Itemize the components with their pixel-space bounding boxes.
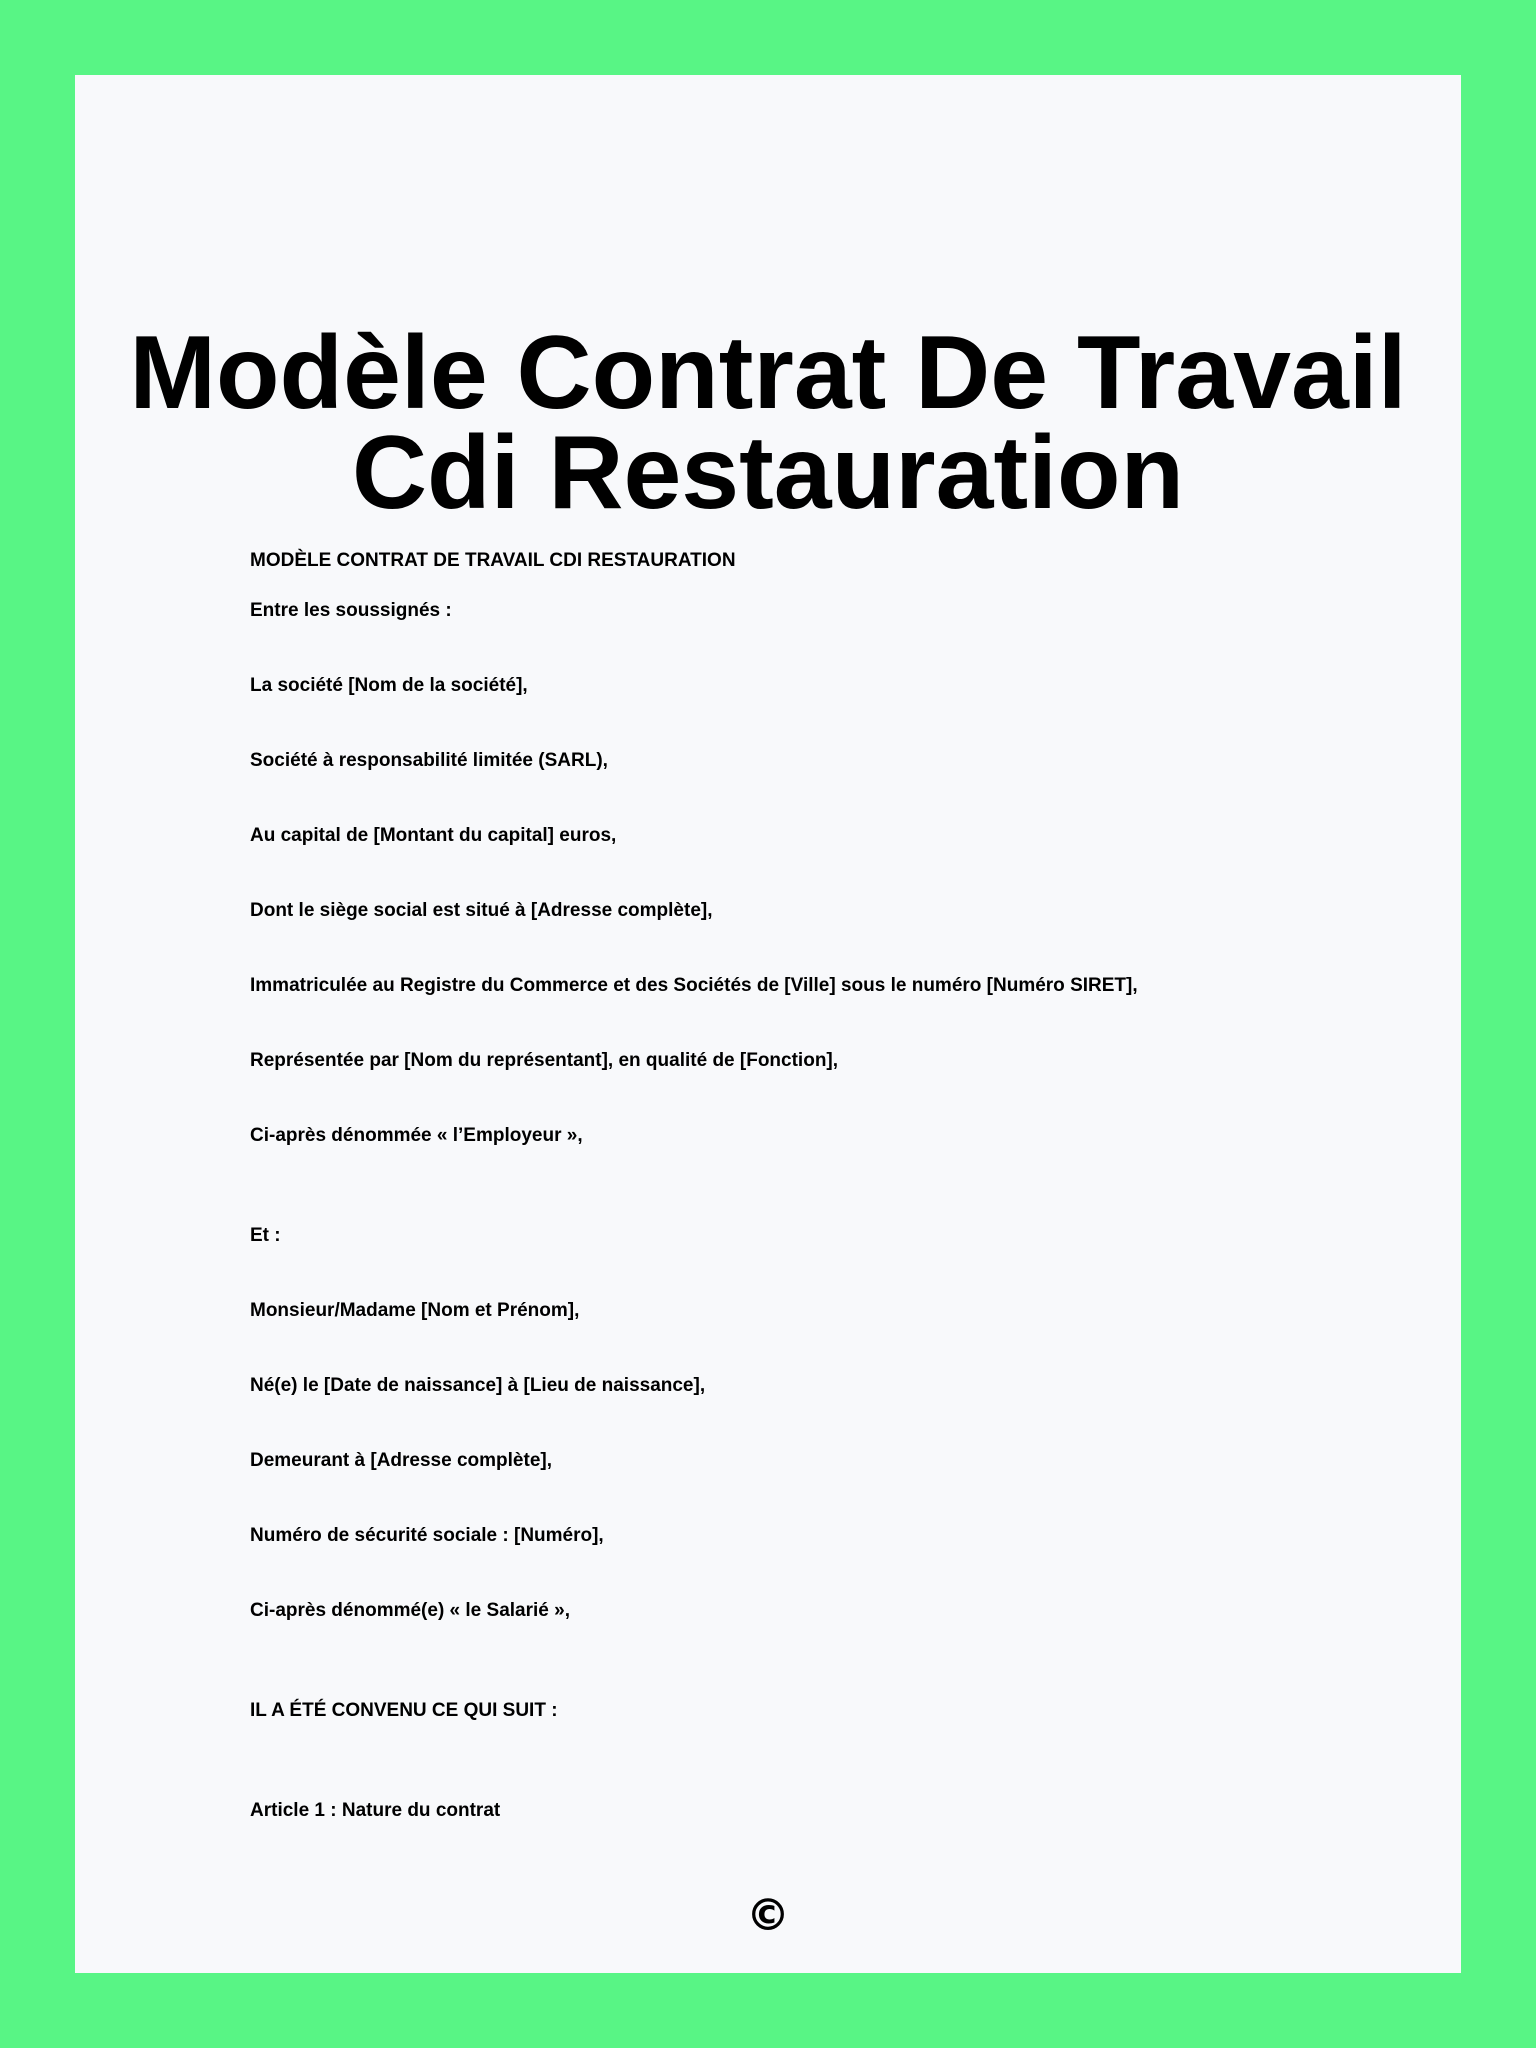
company-registration-line: Immatriculée au Registre du Commerce et des Sociétés de [Ville] sous le numéro [Numéro SIRET], (250, 975, 1138, 996)
company-name-line: La société [Nom de la société], (250, 675, 528, 696)
employee-designation-line: Ci-après dénommé(e) « le Salarié », (250, 1600, 570, 1621)
parties-intro: Entre les soussignés : (250, 600, 452, 621)
company-representative-line: Représentée par [Nom du représentant], en qualité de [Fonction], (250, 1050, 839, 1071)
employer-designation-line: Ci-après dénommée « l’Employeur », (250, 1125, 583, 1146)
employee-address-line: Demeurant à [Adresse complète], (250, 1450, 552, 1471)
document-title (75, 315, 1461, 531)
article-1-heading: Article 1 : Nature du contrat (250, 1800, 501, 1821)
employee-birth-line: Né(e) le [Date de naissance] à [Lieu de naissance], (250, 1375, 706, 1396)
company-capital-line: Au capital de [Montant du capital] euros, (250, 825, 617, 846)
document-page (75, 75, 1461, 1973)
agreement-heading: IL A ÉTÉ CONVENU CE QUI SUIT : (250, 1700, 558, 1721)
company-type-line: Société à responsabilité limitée (SARL), (250, 750, 608, 771)
and-separator: Et : (250, 1225, 281, 1246)
contract-heading: MODÈLE CONTRAT DE TRAVAIL CDI RESTAURATION (250, 550, 736, 571)
employee-name-line: Monsieur/Madame [Nom et Prénom], (250, 1300, 580, 1321)
company-address-line: Dont le siège social est situé à [Adresse complète], (250, 900, 713, 921)
title-line-2: Cdi Restauration (351, 415, 1185, 531)
employee-social-security-line: Numéro de sécurité sociale : [Numéro], (250, 1525, 604, 1546)
title-line-1: Modèle Contrat De Travail (129, 315, 1407, 431)
copyright-icon: © (746, 1890, 790, 1941)
